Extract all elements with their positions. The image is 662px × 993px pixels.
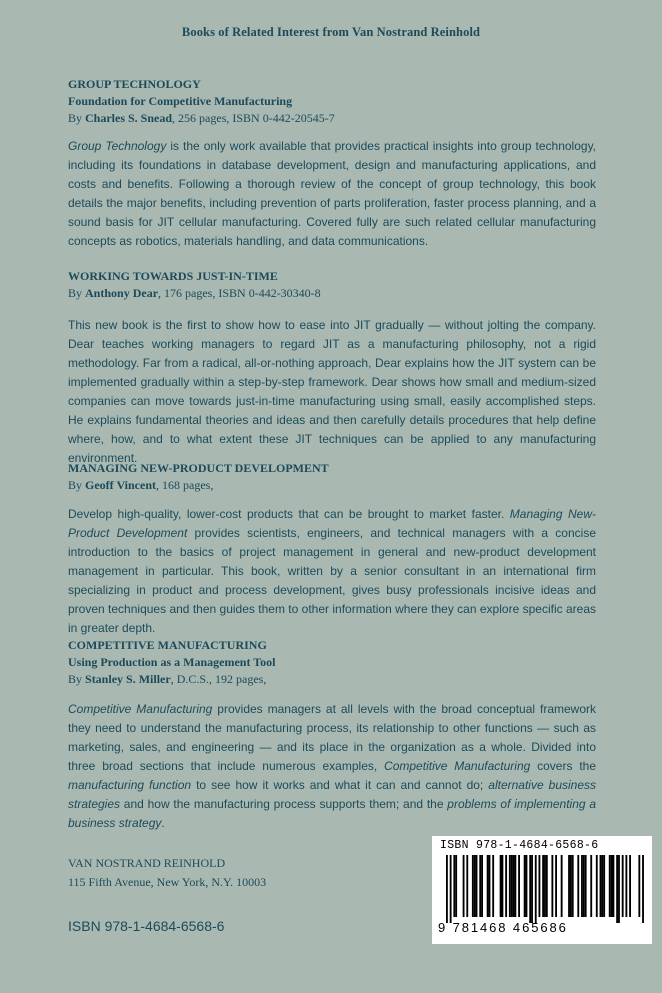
page-header: Books of Related Interest from Van Nostrand Reinhold bbox=[181, 25, 481, 39]
barcode-bar bbox=[629, 855, 631, 917]
barcode-bar bbox=[446, 855, 448, 923]
publisher-block bbox=[68, 854, 266, 892]
barcode-bar bbox=[466, 855, 468, 917]
by-label: By bbox=[68, 672, 86, 686]
barcode-bar bbox=[622, 855, 624, 917]
barcode-bar bbox=[642, 855, 644, 923]
barcode-bar bbox=[625, 855, 627, 917]
barcode-bar bbox=[505, 855, 507, 917]
barcode-bar bbox=[542, 855, 544, 917]
barcode-bar bbox=[585, 855, 587, 917]
barcode-bar bbox=[581, 855, 583, 917]
barcode-bar bbox=[600, 855, 602, 917]
barcode-bar bbox=[603, 855, 605, 917]
barcode-bar bbox=[474, 855, 476, 917]
book-meta bbox=[68, 477, 596, 494]
by-label: By bbox=[68, 478, 86, 492]
barcode-bar bbox=[616, 855, 618, 923]
by-label: By bbox=[68, 111, 86, 125]
barcode-bar bbox=[463, 855, 465, 917]
publisher-address: 115 Fifth Avenue, New York, N.Y. 10003 bbox=[68, 875, 267, 889]
barcode-bar bbox=[583, 855, 585, 917]
barcode-bar bbox=[509, 855, 511, 917]
barcode-bar bbox=[481, 855, 483, 917]
publisher-name: VAN NOSTRAND REINHOLD bbox=[68, 856, 226, 870]
barcode-bar bbox=[618, 855, 620, 923]
barcode-bar bbox=[476, 855, 478, 917]
barcode-isbn-label: ISBN 978-1-4684-6568-6 bbox=[440, 839, 599, 852]
barcode-bar bbox=[492, 855, 494, 917]
by-label: By bbox=[68, 286, 86, 300]
barcode-bar bbox=[531, 855, 533, 923]
barcode-bar bbox=[479, 855, 481, 917]
barcode-bar bbox=[596, 855, 598, 917]
book-meta bbox=[68, 110, 596, 127]
book-details: , D.C.S., 192 pages, bbox=[170, 672, 267, 686]
book-title: GROUP TECHNOLOGY bbox=[68, 77, 201, 91]
barcode-bar bbox=[613, 855, 615, 917]
book-author: Stanley S. Miller bbox=[85, 672, 171, 686]
barcode-bar bbox=[513, 855, 515, 917]
book-description: Competitive Manufacturing provides managers at all levels with the broad conceptual framework they need to understand the manufacturing process, its relationship to other functions — such as marketing, sales, and engineering — and its place in the organization as a whole. Divided into three broad sections that include numerous examples, Competitive Manufacturing covers the manufacturing function to see how it works and what it can and cannot do; alternative business strategies and how the manufacturing process supports them; and the problems of implementing a business strategy. bbox=[68, 702, 597, 830]
book-description: This new book is the first to show how to ease into JIT gradually — without jolting the company. Dear teaches working managers to regard JIT as a manufacturing philosophy, not a rigid methodology. Far from a radical, all-or-nothing approach, Dear explains how the JIT system can be implemented gradually within a step-by-step framework. Dear shows how small and medium-sized companies can move towards just-in-time manufacturing using small, easily accomplished steps. He explains fundamental theories and ideas and then carefully details procedures that help define where, how, and to what extent these JIT techniques can be applied to any manufacturing environment. bbox=[68, 318, 596, 465]
barcode-bar bbox=[590, 855, 592, 917]
barcode-bar bbox=[514, 855, 516, 917]
book-entry-competitive-manufacturing bbox=[68, 637, 596, 833]
italic-title: Managing New-Product Development bbox=[68, 507, 597, 540]
barcode bbox=[432, 836, 652, 944]
barcode-bar bbox=[568, 855, 570, 917]
isbn-text: ISBN 978-1-4684-6568-6 bbox=[68, 918, 225, 934]
barcode-digits: 9 781468 465686 bbox=[438, 920, 568, 935]
barcode-bar bbox=[611, 855, 613, 917]
barcode-bar bbox=[539, 855, 541, 917]
barcode-bar bbox=[544, 855, 546, 917]
book-title: COMPETITIVE MANUFACTURING bbox=[68, 638, 267, 652]
book-meta bbox=[68, 285, 596, 302]
barcode-bar bbox=[577, 855, 579, 917]
book-meta bbox=[68, 671, 596, 688]
book-subtitle: Using Production as a Management Tool bbox=[68, 655, 276, 669]
barcode-bars bbox=[440, 855, 644, 925]
barcode-bar bbox=[487, 855, 489, 917]
book-title: MANAGING NEW-PRODUCT DEVELOPMENT bbox=[68, 461, 329, 475]
barcode-bar bbox=[529, 855, 531, 923]
barcode-bar bbox=[555, 855, 557, 917]
book-author: Geoff Vincent bbox=[85, 478, 157, 492]
book-details: , 256 pages, ISBN 0-442-20545-7 bbox=[172, 111, 335, 125]
barcode-bar bbox=[472, 855, 474, 917]
barcode-bar bbox=[570, 855, 572, 917]
barcode-bar bbox=[489, 855, 491, 917]
barcode-bar bbox=[455, 855, 457, 917]
barcode-bar bbox=[535, 855, 537, 923]
barcode-bar bbox=[524, 855, 526, 917]
barcode-bar bbox=[561, 855, 563, 917]
book-title: WORKING TOWARDS JUST-IN-TIME bbox=[68, 269, 278, 283]
book-details: , 176 pages, ISBN 0-442-30340-8 bbox=[158, 286, 321, 300]
book-description: Group Technology is the only work available that provides practical insights into group technology, including its foundations in database development, design and manufacturing applications, and costs and benefits. Following a thorough review of the concept of group technology, this book details the major benefits, including prevention of parts proliferation, faster process planning, and a sound basis for JIT cellular manufacturing. Covered fully are such related cellular manufacturing concepts as robotics, materials handling, and data communications. bbox=[68, 139, 597, 248]
barcode-bar bbox=[546, 855, 548, 917]
book-subtitle: Foundation for Competitive Manufacturing bbox=[68, 94, 293, 108]
barcode-bar bbox=[453, 855, 455, 917]
book-entry-group-technology bbox=[68, 76, 596, 251]
book-author: Charles S. Snead bbox=[85, 111, 173, 125]
book-entry-jit bbox=[68, 268, 596, 468]
book-entry-new-product bbox=[68, 460, 596, 638]
barcode-bar bbox=[500, 855, 502, 917]
barcode-bar bbox=[572, 855, 574, 917]
barcode-bar bbox=[526, 855, 528, 917]
barcode-bar bbox=[609, 855, 611, 917]
barcode-bar bbox=[601, 855, 603, 917]
barcode-bar bbox=[551, 855, 553, 917]
book-description: Develop high-quality, lower-cost products that can be brought to market faster. Managing New-Product Development provides scientists, engineers, and technical managers with a concise introduction to the basics of project management in general and new-product development management in particular. This book, written by a senior consultant in an international firm specializing in product and process development, gives busy professionals incisive ideas and proven techniques and then guides them to other information where they can explore specific areas in greater depth. bbox=[68, 507, 597, 635]
barcode-bar bbox=[518, 855, 520, 917]
barcode-bar bbox=[511, 855, 513, 917]
barcode-bar bbox=[502, 855, 504, 917]
barcode-bar bbox=[450, 855, 452, 923]
book-author: Anthony Dear bbox=[85, 286, 159, 300]
book-details: , 168 pages, bbox=[156, 478, 214, 492]
italic-title: Group Technology bbox=[68, 139, 167, 153]
barcode-bar bbox=[638, 855, 640, 917]
